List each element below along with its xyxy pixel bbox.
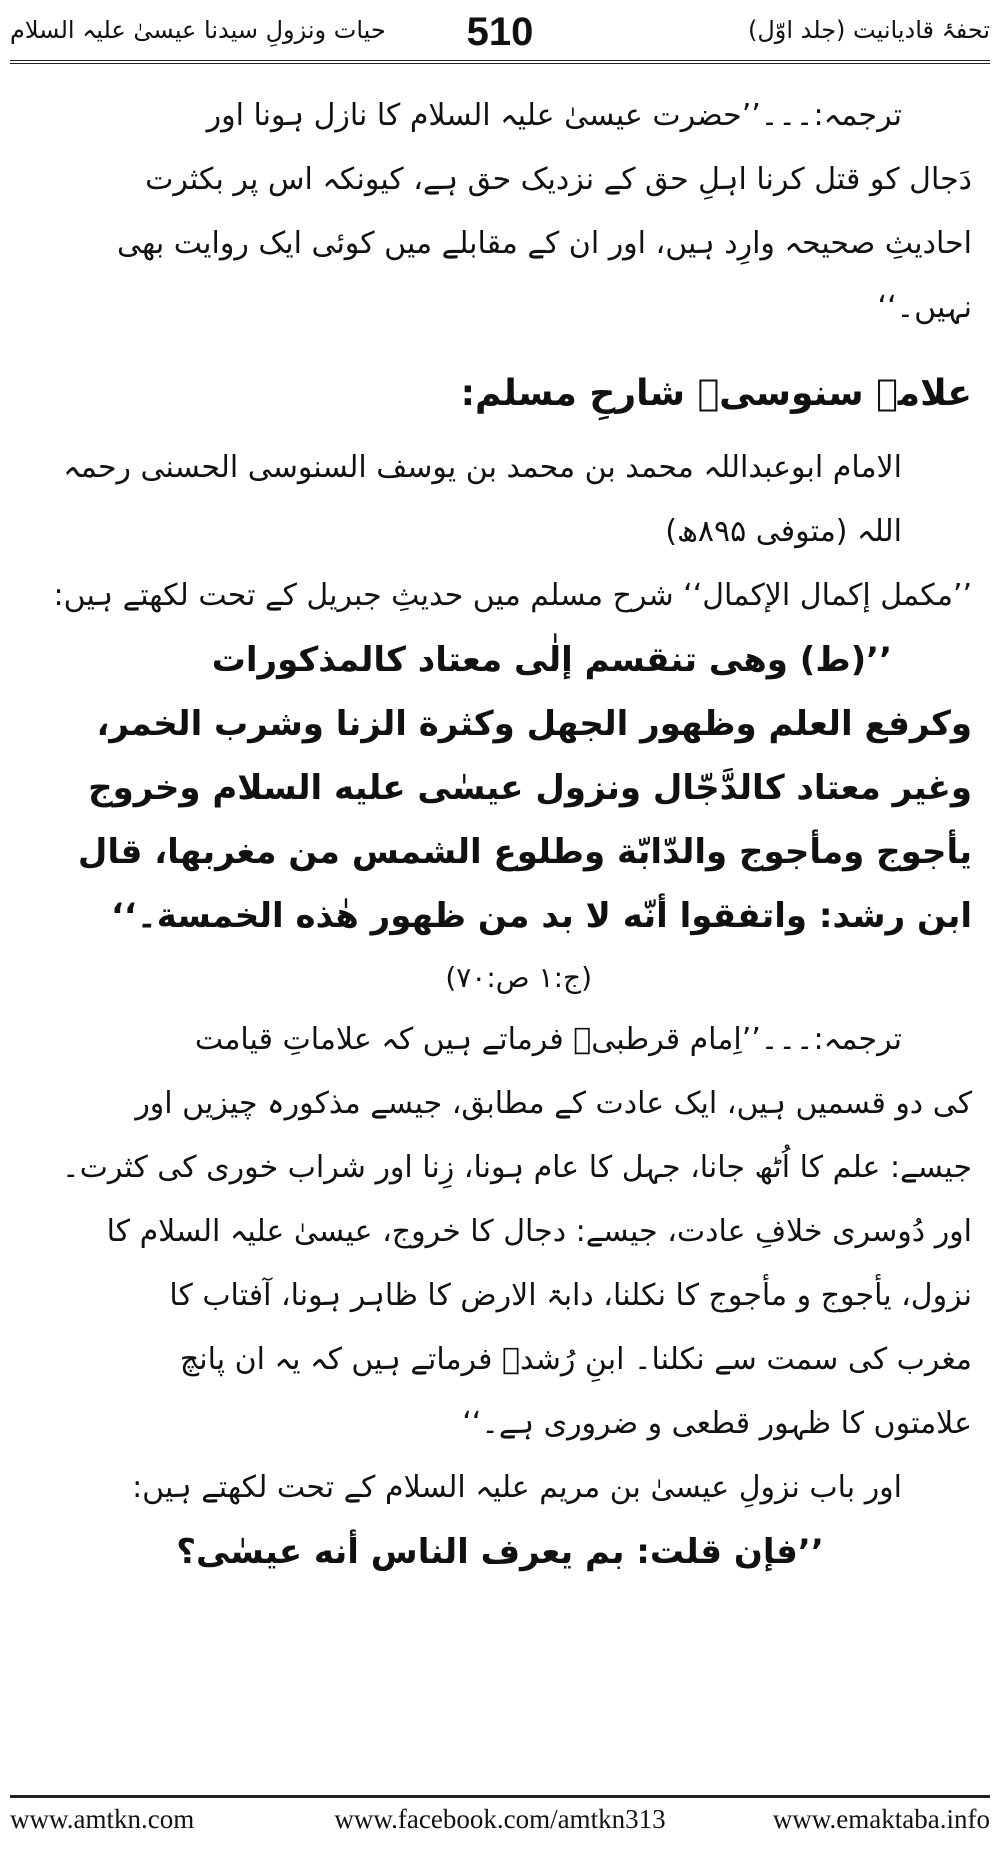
- translation-line: مغرب کی سمت سے نکلنا۔ ابنِ رُشدؒ فرماتے ہیں کہ یہ ان پانچ: [179, 1342, 972, 1377]
- chapter-intro-line: اور باب نزولِ عیسیٰ بن مریم علیہ السلام کے تحت لکھتے ہیں:: [132, 1470, 902, 1505]
- translation-line: نزول، یأجوج و مأجوج کا نکلنا، دابۃ الارض کا ظاہر ہونا، آفتاب کا: [169, 1278, 972, 1313]
- translation-line: نہیں۔‘‘: [877, 290, 972, 325]
- translation-line: ترجمہ:۔۔۔’’اِمام قرطبیؒ فرماتے ہیں کہ علاماتِ قیامت: [194, 1022, 902, 1057]
- intro-line: الامام ابوعبداللہ محمد بن محمد بن یوسف السنوسی الحسنی رحمہ اللہ (متوفی ۸۹۵ھ): [63, 450, 902, 549]
- translation-line: احادیثِ صحیحہ وارِد ہیں، اور ان کے مقابلے میں کوئی ایک روایت بھی: [117, 226, 972, 261]
- reference-citation: (ج:۱ ص:۷۰): [445, 961, 592, 994]
- footer-link-amtkn[interactable]: www.amtkn.com: [10, 1804, 195, 1834]
- page-number: 510: [466, 10, 534, 54]
- translation-line: علامتوں کا ظہور قطعی و ضروری ہے۔‘‘: [462, 1406, 972, 1441]
- translation-line: دَجال کو قتل کرنا اہلِ حق کے نزدیک حق ہے، کیونکہ اس پر بکثرت: [145, 162, 972, 197]
- arabic-quote-line: يأجوج ومأجوج والدّابّة وطلوع الشمس من مغربها، قال: [77, 832, 972, 872]
- translation-line: اور دُوسری خلافِ عادت، جیسے: دجال کا خروج، عیسیٰ علیہ السلام کا: [106, 1214, 972, 1249]
- translation-line: کی دو قسمیں ہیں، ایک عادت کے مطابق، جیسے مذکورہ چیزیں اور: [135, 1086, 972, 1121]
- page-footer: [10, 1795, 990, 1842]
- arabic-quote-line: وغير معتاد كالدَّجّال ونزول عيسٰى عليه السلام وخروج: [88, 768, 972, 808]
- arabic-quote-line: ’’(ط) وهی تنقسم إلٰى معتاد كالمذكورات: [211, 640, 892, 680]
- section-heading: علامہ سنوسیؒ شارحِ مسلم:: [460, 373, 972, 414]
- page-body: [28, 84, 972, 1584]
- footer-link-facebook[interactable]: www.facebook.com/amtkn313: [334, 1804, 666, 1834]
- header-book-title: تحفۂ قادیانیت (جلد اوّل): [747, 16, 990, 44]
- translation-line: ترجمہ:۔۔۔’’حضرت عیسیٰ علیہ السلام کا نازل ہونا اور: [206, 98, 902, 133]
- arabic-quote-line: وكرفع العلم وظهور الجهل وكثرة الزنا وشرب الخمر،: [96, 704, 972, 744]
- arabic-question-line: ’’فإن قلت: بم يعرف الناس أنه عيسٰى؟: [176, 1532, 824, 1572]
- arabic-quote-line: ابن رشد: واتفقوا أنّه لا بد من ظهور هٰذه الخمسة۔‘‘: [110, 896, 972, 936]
- page-header: [10, 10, 990, 64]
- intro-line: ’’مکمل إکمال الإکمال‘‘ شرح مسلم میں حدیثِ جبریل کے تحت لکھتے ہیں:: [53, 578, 972, 613]
- translation-line: جیسے: علم کا اُٹھ جانا، جہل کا عام ہونا، زِنا اور شراب خوری کی کثرت۔: [62, 1150, 972, 1185]
- footer-link-emaktaba[interactable]: www.emaktaba.info: [772, 1804, 990, 1834]
- header-chapter-title: حیات ونزولِ سیدنا عیسیٰ علیہ السلام: [10, 16, 386, 44]
